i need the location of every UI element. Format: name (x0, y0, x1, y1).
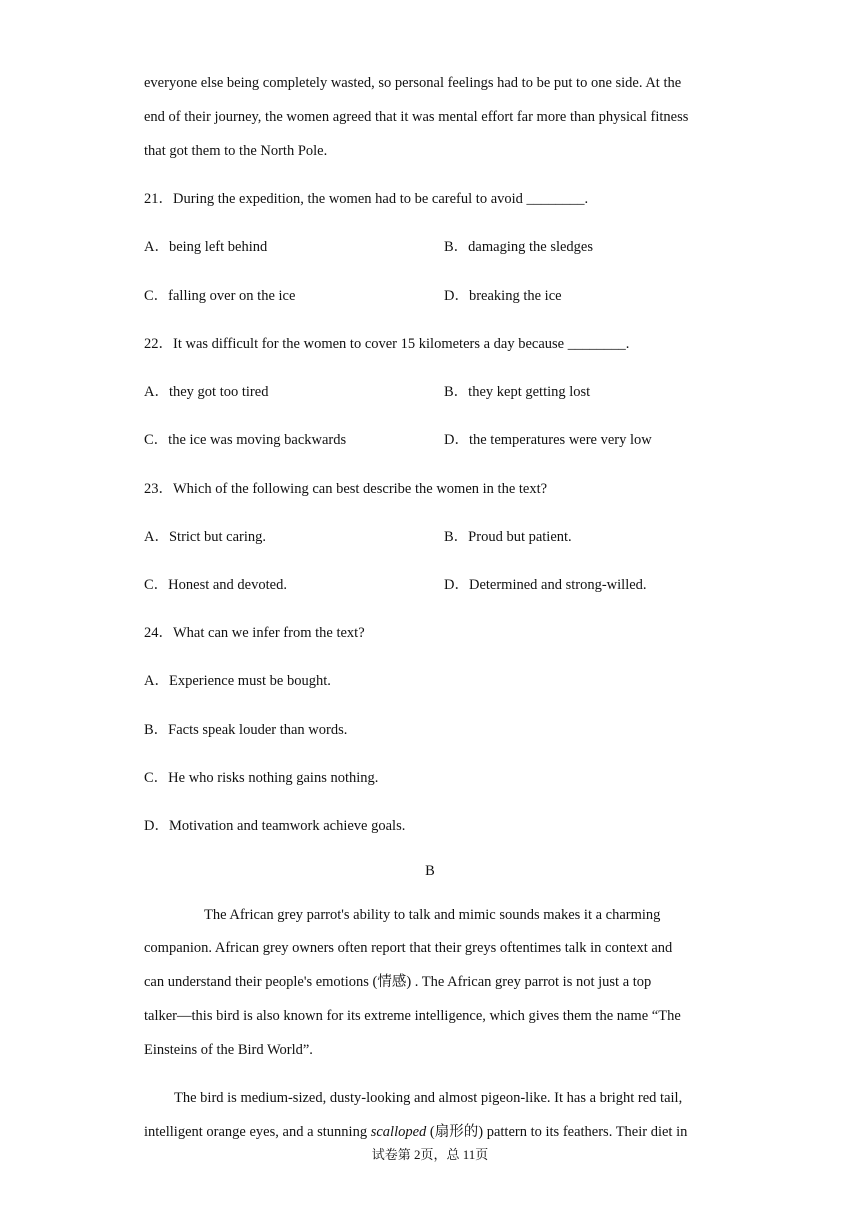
para2-text-before: intelligent orange eyes, and a stunning (144, 1124, 371, 1140)
section-b-para1-line-1: The African grey parrot's ability to talk and mimic sounds makes it a charming (204, 907, 661, 923)
scalloped-term: scalloped (370, 1124, 427, 1140)
question-23-option-a: A．Strict but caring. (144, 529, 267, 545)
passage-a-line-3: that got them to the North Pole. (144, 143, 328, 159)
question-21-option-a: A．being left behind (144, 239, 268, 255)
question-22-option-c: C．the ice was moving backwards (144, 432, 347, 448)
question-22-option-a: A．they got too tired (144, 384, 269, 400)
question-21-stem: 21．During the expedition, the women had to be careful to avoid ________. (144, 191, 589, 207)
question-21-option-b: B．damaging the sledges (444, 239, 594, 255)
question-24-option-c: C．He who risks nothing gains nothing. (144, 770, 379, 786)
section-b-para1-line-3: can understand their people's emotions (情感) . The African grey parrot is not just a top (144, 974, 652, 990)
para2-text-after: (扇形的) pattern to its feathers. Their diet in (426, 1124, 688, 1140)
passage-a-line-1: everyone else being completely wasted, so personal feelings had to be put to one side. At the (144, 75, 682, 91)
section-b-para1-line-4: talker—this bird is also known for its extreme intelligence, which gives them the name “The (144, 1008, 681, 1024)
question-22-stem: 22．It was difficult for the women to cover 15 kilometers a day because ________. (144, 336, 630, 352)
question-24-option-b: B．Facts speak louder than words. (144, 722, 348, 738)
question-22-option-b: B．they kept getting lost (444, 384, 591, 400)
section-b-title: B (425, 863, 435, 879)
section-b-para1-line-2: companion. African grey owners often report that their greys oftentimes talk in context and (144, 940, 673, 956)
question-24-option-a: A．Experience must be bought. (144, 673, 331, 689)
question-23-stem: 23．Which of the following can best describe the women in the text? (144, 481, 548, 497)
question-22-option-d: D．the temperatures were very low (444, 432, 652, 448)
section-b-para1-line-5: Einsteins of the Bird World”. (144, 1042, 313, 1058)
section-b-para2-line-2 (144, 1122, 724, 1142)
question-24-option-d: D．Motivation and teamwork achieve goals. (144, 818, 406, 834)
question-24-stem: 24．What can we infer from the text? (144, 625, 365, 641)
section-b-para2-line-1: The bird is medium-sized, dusty-looking and almost pigeon-like. It has a bright red tail, (174, 1090, 683, 1106)
question-23-option-c: C．Honest and devoted. (144, 577, 287, 593)
page-footer: 试卷第 2页，总 11页 (371, 1147, 489, 1162)
question-21-option-d: D．breaking the ice (444, 288, 562, 304)
question-23-option-b: B．Proud but patient. (444, 529, 572, 545)
question-23-option-d: D．Determined and strong-willed. (444, 577, 647, 593)
passage-a-line-2: end of their journey, the women agreed that it was mental effort far more than physical fitness (144, 109, 689, 125)
question-21-option-c: C．falling over on the ice (144, 288, 296, 304)
